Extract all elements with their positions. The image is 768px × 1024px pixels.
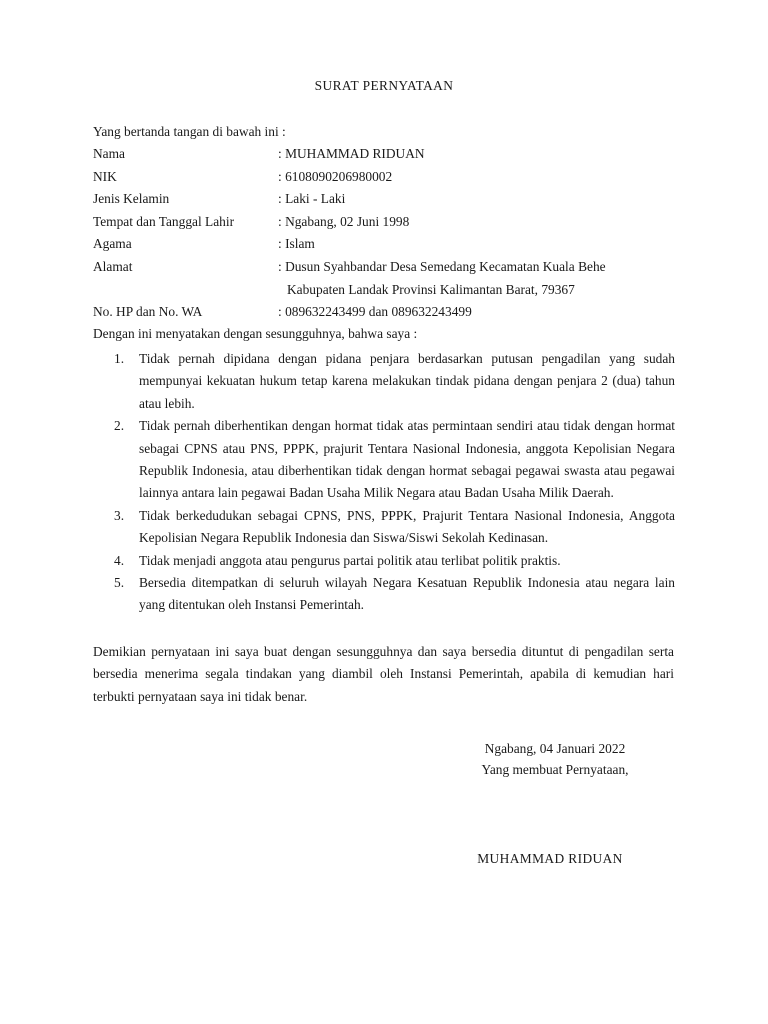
- list-item: [93, 550, 675, 572]
- field-value: : 6108090206980002: [278, 169, 393, 184]
- field-value: : Dusun Syahbandar Desa Semedang Kecamatan Kuala Behe: [278, 259, 606, 274]
- list-item: [93, 415, 675, 505]
- signer-role: Yang membuat Pernyataan,: [481, 762, 629, 777]
- closing-paragraph: Demikian pernyataan ini saya buat dengan sesungguhnya dan saya bersedia dituntut di pengadilan serta bersedia menerima segala tindakan yang diambil oleh Instansi Pemerintah, apabila di kemudian hari terbukti pernyataan saya ini tidak benar.: [93, 644, 674, 704]
- field-value: : Laki - Laki: [278, 191, 346, 206]
- list-item-number: 4.: [114, 552, 125, 568]
- signature-block: [455, 738, 655, 780]
- list-item-text: Tidak pernah dipidana dengan pidana penjara berdasarkan putusan pengadilan yang sudah mempunyai kekuatan hukum tetap karena melakukan tindak pidana dengan penjara 2 (dua) tahun atau lebih.: [139, 351, 675, 411]
- field-nik: [93, 169, 683, 191]
- list-item-number: 2.: [114, 418, 125, 434]
- list-item-number: 3.: [114, 507, 125, 523]
- field-alamat: [93, 259, 683, 281]
- address-continuation: Kabupaten Landak Provinsi Kalimantan Barat, 79367: [287, 282, 575, 297]
- field-no-hp: [93, 304, 683, 326]
- list-item: [93, 348, 675, 415]
- field-label: NIK: [93, 169, 117, 184]
- field-value: : Islam: [278, 236, 315, 251]
- list-item: [93, 572, 675, 617]
- field-nama: [93, 146, 683, 168]
- signer-name: MUHAMMAD RIDUAN: [477, 851, 623, 866]
- field-label: Jenis Kelamin: [93, 191, 170, 206]
- statement-intro: Dengan ini menyatakan dengan sesungguhnya, bahwa saya :: [93, 326, 418, 341]
- list-item-text: Tidak menjadi anggota atau pengurus partai politik atau terlibat politik praktis.: [139, 552, 561, 568]
- field-label: Agama: [93, 236, 132, 251]
- place-date: Ngabang, 04 Januari 2022: [484, 741, 626, 756]
- list-item-text: Bersedia ditempatkan di seluruh wilayah Negara Kesatuan Republik Indonesia atau negara lain yang ditentukan oleh Instansi Pemerintah.: [139, 575, 675, 613]
- list-item-number: 1.: [114, 351, 125, 366]
- field-label: Tempat dan Tanggal Lahir: [93, 214, 235, 229]
- field-jenis-kelamin: [93, 191, 683, 213]
- statement-list: [93, 348, 675, 617]
- field-tempat-tanggal-lahir: [93, 214, 683, 236]
- list-item-text: Tidak pernah diberhentikan dengan hormat tidak atas permintaan sendiri atau tidak dengan hormat sebagai CPNS atau PNS, PPPK, prajurit Tentara Nasional Indonesia, anggota Kepolisian Negara Republik Indonesia, atau diberhentikan tidak dengan hormat sebagai pegawai swasta atau pegawai lainnya antara lain pegawai Badan Usaha Milik Negara atau Badan Usaha Milik Daerah.: [139, 418, 675, 501]
- field-label: Alamat: [93, 259, 133, 274]
- list-item-text: Tidak berkedudukan sebagai CPNS, PNS, PPPK, Prajurit Tentara Nasional Indonesia, Anggota Kepolisian Negara Republik Indonesia dan Siswa/Siswi Sekolah Kedinasan.: [139, 507, 675, 546]
- field-label: No. HP dan No. WA: [93, 304, 203, 319]
- document-title: SURAT PERNYATAAN: [314, 78, 454, 93]
- intro-text: Yang bertanda tangan di bawah ini :: [93, 124, 286, 139]
- field-value: : MUHAMMAD RIDUAN: [278, 146, 425, 161]
- list-item-number: 5.: [114, 575, 125, 591]
- field-agama: [93, 236, 683, 258]
- field-value: : Ngabang, 02 Juni 1998: [278, 214, 410, 229]
- field-value: : 089632243499 dan 089632243499: [278, 304, 472, 319]
- field-label: Nama: [93, 146, 125, 161]
- list-item: [93, 505, 675, 550]
